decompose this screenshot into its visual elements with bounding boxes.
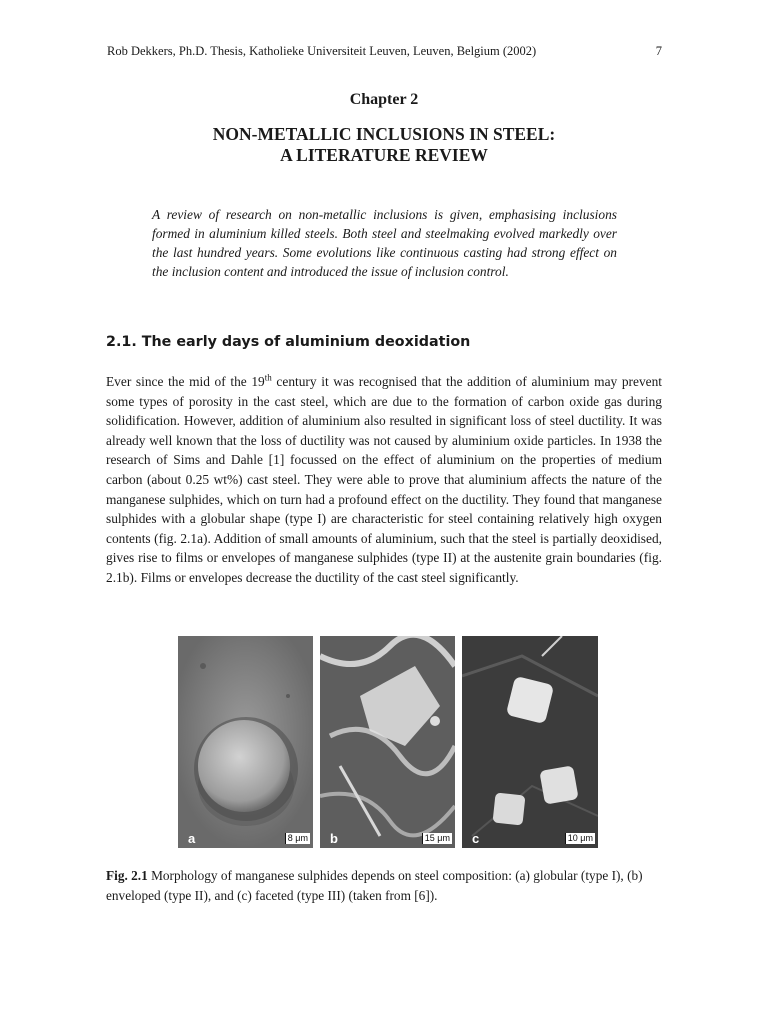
caption-label: Fig. 2.1 — [106, 868, 148, 883]
chapter-title-line-2: A LITERATURE REVIEW — [280, 145, 488, 165]
micrograph-enveloped-image — [320, 636, 455, 848]
figure-2-1 — [178, 636, 598, 848]
scale-bar-a: 8 μm — [285, 833, 310, 844]
body-text-rest: century it was recognised that the addition of aluminium may prevent some types of porosity in the cast steel, which are due to the formation of carbon oxide gas during solidification. However, addition of aluminium also resulted in significant loss of steel ductility. It was already well known that the loss of ductility was not caused by aluminium oxide particles. In 1938 the research of Sims and Dahle [1] focussed on the effect of aluminium on the properties of medium carbon (about 0.25 wt%) cast steel. They were able to prove that aluminium affects the nature of the manganese sulphides, which on turn had a profound effect on the ductility. They found that manganese sulphides with a globular shape (type I) are characteristic for steel containing relatively high oxygen contents (fig. 2.1a). Addition of small amounts of aluminium, such that the steel is partially deoxidised, gives rise to films or envelopes of manganese sulphides (type II) at the austenite grain boundaries (fig. 2.1b). Films or envelopes decrease the ductility of the cast steel significantly. — [106, 374, 662, 585]
running-header — [107, 44, 662, 59]
superscript-th: th — [264, 372, 272, 383]
caption-text: Morphology of manganese sulphides depends on steel composition: (a) globular (type I), (b) enveloped (type II), and (c) faceted (type III) (taken from [6]). — [106, 868, 643, 903]
body-paragraph — [106, 372, 662, 588]
chapter-label: Chapter 2 — [349, 91, 419, 108]
micrograph-panel-c — [462, 636, 598, 848]
chapter-title-line-1: NON-METALLIC INCLUSIONS IN STEEL: — [212, 124, 556, 144]
figure-caption — [106, 866, 662, 906]
scale-bar-c: 10 μm — [565, 833, 595, 844]
running-title: Rob Dekkers, Ph.D. Thesis, Katholieke Universiteit Leuven, Leuven, Belgium (2002) — [107, 44, 537, 58]
panel-label-a: a — [188, 831, 196, 846]
micrograph-globular-image — [178, 636, 313, 848]
chapter-title — [0, 124, 768, 166]
abstract: A review of research on non-metallic inclusions is given, emphasising inclusions formed in aluminium killed steels. Both steel and steelmaking evolved markedly over the last hundred years. Some evolutions like continuous casting had strong effect on the inclusion content and introduced the issue of inclusion control. — [152, 207, 617, 279]
panel-label-c: c — [472, 831, 480, 846]
body-text-start: Ever since the mid of the 19 — [106, 374, 265, 389]
scale-bar-b: 15 μm — [422, 833, 452, 844]
section-heading: 2.1. The early days of aluminium deoxidation — [106, 334, 471, 350]
micrograph-panel-a — [178, 636, 313, 848]
panel-label-b: b — [330, 831, 338, 846]
page-number: 7 — [655, 44, 662, 58]
micrograph-panel-b — [320, 636, 455, 848]
micrograph-faceted-image — [462, 636, 598, 848]
